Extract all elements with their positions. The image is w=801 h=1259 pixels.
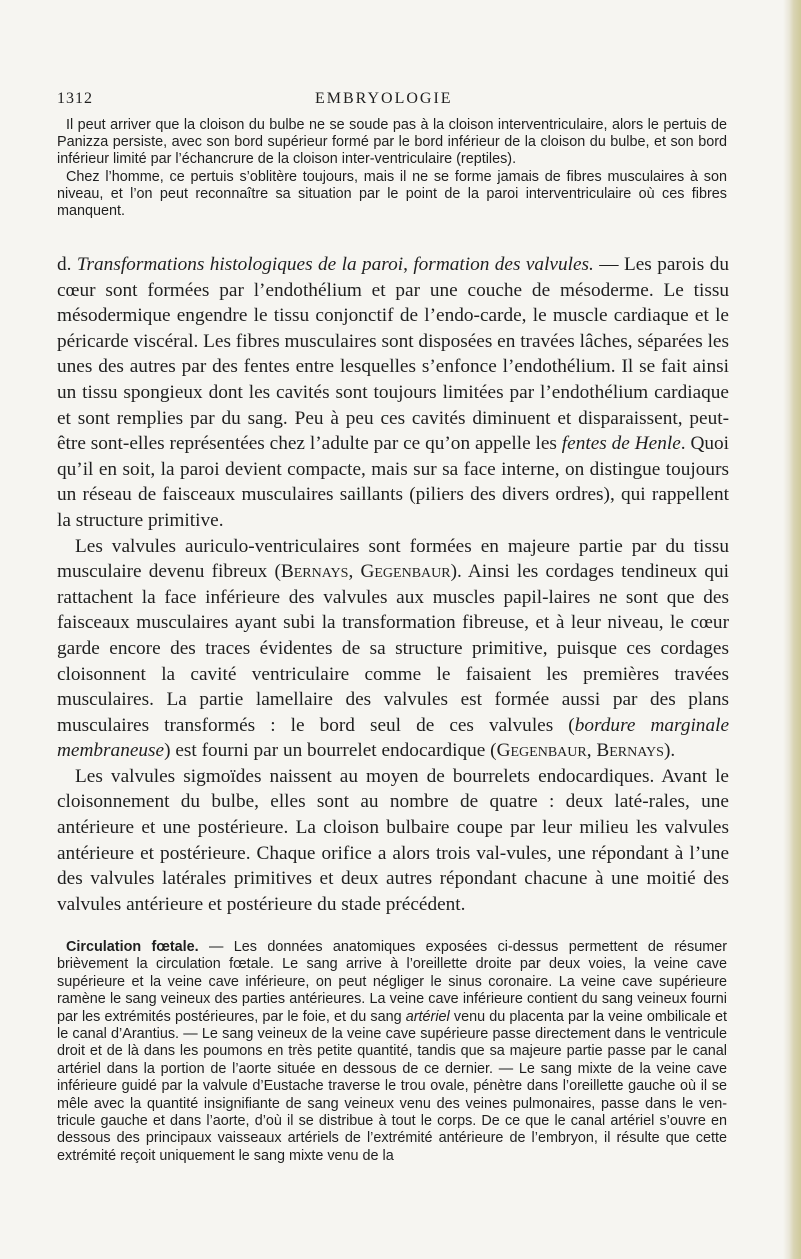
circulation-text-a: — Les données anatomiques exposées ci-dessus permettent de résumer brièvement la circulation fœtale. Le sang arrive à l’oreillette droite par deux voies, la veine cave supérieure et la veine cave inférieure, on peut négliger le sinus coronaire. La veine cave supérieure ramène le sang veineux des parties antérieures. La veine cave inférieure contient du sang veineux fourni par les extrémités postérieures, par le foie, et du sang: [57, 939, 728, 1025]
top-note-block: [57, 117, 727, 220]
circulation-paragraph: [57, 939, 727, 1165]
circulation-title: Circulation fœtale.: [66, 939, 199, 955]
page-number: 1312: [57, 90, 93, 107]
section-d-p2-b: ). Ainsi les cordages tendineux qui rattachent la face inférieure des valvules aux muscles papil-laires ne sont que des faisceaux musculaires ayant subi la transformation fibreuse, et à leur niveau, le cœur garde encore des traces évidentes de sa structure primitive, puisque ces cordages cloisonnent la cavité ventriculaire comme le faisaient les premières travées musculaires. La partie lamellaire des valvules est formée aussi par des plans musculaires transformés : le bord seul de ces valvules (: [57, 561, 729, 736]
section-d-p2-a: Les valvules auriculo-ventriculaires sont formées en majeure partie par du tissu musculaire devenu fibreux (: [57, 535, 729, 583]
section-heading-part1: Transformations histologiques de la paroi: [76, 254, 404, 275]
running-title: EMBRYOLOGIE: [315, 90, 453, 107]
section-heading-comma: ,: [403, 254, 414, 275]
section-heading-part2: formation des valvules.: [413, 254, 594, 275]
fentes-de-henle: fentes de Henle: [561, 433, 681, 455]
section-d-paragraph-3: Les valvules sigmoïdes naissent au moyen de bourrelets endocardiques. Avant le cloisonnement du bulbe, elles sont au nombre de quatre : deux laté-rales, une antérieure et une postérieure. La cloison bulbaire coupe par leur milieu les valvules antérieure et postérieure. Chaque orifice a alors trois val-vules, une répondant à l’une des valvules latérales primitives et deux autres répondant chacune à une moitié des valvules antérieure et postérieure du stade précédent.: [57, 765, 729, 915]
author-citation-2: Gegenbaur, Bernays: [496, 740, 664, 762]
page-header: [57, 90, 727, 110]
main-text-block: [57, 252, 729, 917]
section-d-p1-b: . Quoi qu’il en soit, la paroi devient compacte, mais sur sa face interne, on distingue toujours un réseau de faisceaux musculaires saillants (piliers des divers ordres), qui rappellent la structure primitive.: [57, 433, 730, 531]
arteriel-term: artériel: [405, 1008, 450, 1025]
circulation-note-block: [57, 939, 727, 1165]
top-paragraph-2: Chez l’homme, ce pertuis s’oblitère toujours, mais il ne se forme jamais de fibres musculaires à son niveau, et l’on peut reconnaître sa situation par le point de la paroi interventriculaire où ces fibres manquent.: [57, 168, 727, 220]
circulation-text-b: venu du placenta par la veine ombilicale et le canal d’Arantius. — Le sang veineux de la veine cave supérieure passe directement dans le ventricule droit et de là dans les poumons en très petite quantité, tandis que sa majeure partie passe par le canal artériel dans la portion de l’aorte située en dessous de ce dernier. — Le sang mixte de la veine cave inférieure guidé par la valvule d’Eustache traverse le trou ovale, pénètre dans l’oreillette gauche où il se mêle avec la quantité insignifiante de sang veineux venu des veines pulmonaires, passe dans le ven-tricule gauche et dans l’aorte, d’où il se distribue à tout le corps. De ce que le canal artériel s’ouvre en dessous des principaux vaisseaux artériels de l’extrémité antérieure de l’embryon, il résulte que cette extrémité reçoit uniquement le sang mixte venu de la: [57, 1008, 727, 1164]
section-d-p2-c: ) est fourni par un bourrelet endocardique (: [164, 740, 497, 762]
top-paragraph-1: Il peut arriver que la cloison du bulbe ne se soude pas à la cloison interventriculaire, alors le pertuis de Panizza persiste, avec son bord supérieur formé par le bord inférieur de la cloison du bulbe, et son bord inférieur limité par l’échancrure de la cloison inter-ventriculaire (reptiles).: [57, 117, 727, 168]
section-d-paragraph-2: [57, 534, 729, 764]
section-d-p2-d: ).: [663, 740, 676, 762]
section-d-p1-a: — Les parois du cœur sont formées par l’endothélium et par une couche de mésoderme. Le tissu mésodermique engendre le tissu conjonctif de l’endo-carde, le muscle cardiaque et le péricarde viscéral. Les fibres musculaires sont disposées en travées lâches, séparées les unes des autres par des fentes entre lesquelles s’enfonce l’endothélium. Il se fait ainsi un tissu spongieux dont les cavités sont toujours limitées par l’endothélium cardiaque et sont remplies par du sang. Peu à peu ces cavités diminuent et disparaissent, peut-être sont-elles représentées chez l’adulte par ce qu’on appelle les: [57, 254, 729, 455]
author-citation-1: Bernays, Gegenbaur: [280, 561, 451, 583]
page-edge-shadow: [783, 0, 801, 1259]
section-d-paragraph-1: [57, 252, 729, 534]
section-label: d.: [57, 254, 72, 275]
bordure-marginale: bordure marginale membraneuse: [57, 714, 730, 762]
